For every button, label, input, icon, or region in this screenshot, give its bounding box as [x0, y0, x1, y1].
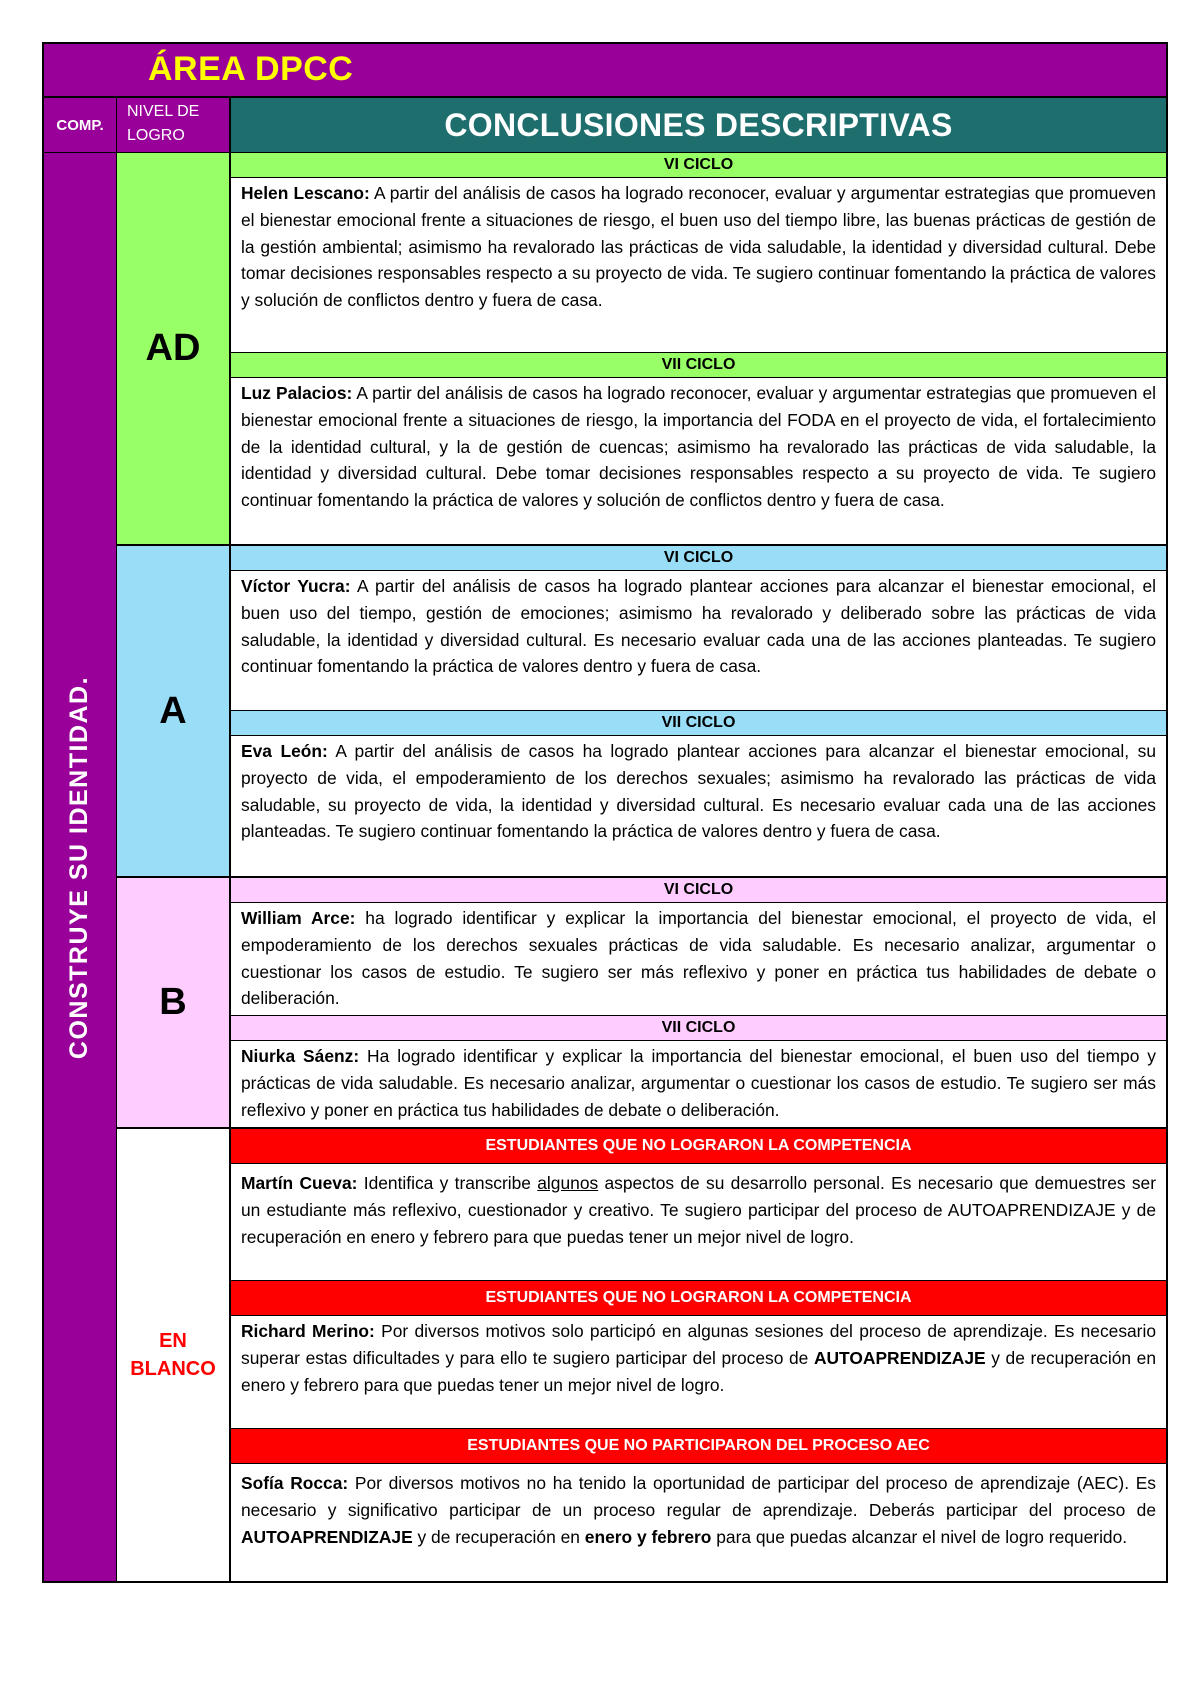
student-name: Richard Merino:	[241, 1321, 375, 1341]
student-name: Sofía Rocca:	[241, 1473, 349, 1493]
student-name: Niurka Sáenz:	[241, 1046, 360, 1066]
conclusion-text: Por diversos motivos solo participó en algunas sesiones del proceso de aprendizaje. Es necesario superar estas dificultades y para ello te sugiero participar del proceso de	[241, 1321, 1157, 1368]
comp-header: COMP.	[44, 98, 117, 152]
area-title: ÁREA DPCC	[148, 50, 354, 88]
table-body	[44, 153, 1166, 1581]
conclusion-text: A partir del análisis de casos ha logrado plantear acciones para alcanzar el bienestar emocional, el buen uso del tiempo, gestión de emociones; asimismo ha revalorado y deliberado sobre las prácticas de vida saludable, la identidad y diversidad cultural. Es necesario evaluar cada una de las acciones planteadas. Te sugiero continuar fomentando la práctica de valores dentro y fuera de casa.	[241, 576, 1157, 677]
conclusion-entry	[231, 1316, 1166, 1429]
level-a	[117, 546, 1166, 878]
conclusion-text-bold: AUTOAPRENDIZAJE	[241, 1526, 413, 1547]
section-header: ESTUDIANTES QUE NO PARTICIPARON DEL PROCESO AEC	[231, 1429, 1166, 1464]
conclusion-text: Identifica y transcribe	[357, 1173, 538, 1193]
conclusion-text: A partir del análisis de casos ha logrado plantear acciones para alcanzar el bienestar emocional, su proyecto de vida, el empoderamiento de los derechos sexuales; asimismo ha revalorado las prácticas de vida saludable, su proyecto de vida, la identidad y diversidad cultural. Es necesario evaluar cada una de las acciones planteadas. Te sugiero continuar fomentando la práctica de valores dentro y fuera de casa.	[241, 741, 1156, 842]
conclusion-text: para que puedas alcanzar el nivel de logro requerido.	[711, 1526, 1128, 1547]
competency-label: CONSTRUYE SU IDENTIDAD.	[65, 675, 94, 1059]
level-a-label: A	[117, 546, 231, 876]
cycle-header: VI CICLO	[231, 153, 1166, 178]
area-title-bar	[44, 44, 1166, 98]
conclusion-text-bold: enero y febrero	[584, 1526, 712, 1547]
conclusion-text: A partir del análisis de casos ha logrado reconocer, evaluar y argumentar estrategias que promueven el bienestar emocional frente a situaciones de riesgo, la importancia del FODA en el proyecto de vida, el fortalecimiento de la identidad cultural, y la de gestión de cuencas; asimismo ha revalorado las prácticas de vida saludable, la identidad y diversidad cultural. Debe tomar decisiones responsables respecto a su proyecto de vida. Te sugiero continuar fomentando la práctica de valores y solución de conflictos dentro y fuera de casa.	[241, 383, 1156, 511]
conclusion-entry	[231, 378, 1166, 544]
student-name: Eva León:	[241, 741, 328, 761]
conclusion-entry	[231, 571, 1166, 711]
cycle-header: VI CICLO	[231, 878, 1166, 903]
conclusion-text-underlined: algunos	[537, 1173, 599, 1193]
level-blank-label: EN BLANCO	[117, 1129, 231, 1581]
level-blank	[117, 1129, 1166, 1581]
competency-cell	[44, 153, 117, 1581]
level-a-content	[231, 546, 1166, 876]
section-header: ESTUDIANTES QUE NO LOGRARON LA COMPETENCIA	[231, 1129, 1166, 1164]
conclusion-entry	[231, 178, 1166, 353]
cycle-header: VII CICLO	[231, 1016, 1166, 1041]
conclusion-entry	[231, 903, 1166, 1016]
conclusion-text: A partir del análisis de casos ha logrado reconocer, evaluar y argumentar estrategias que promueven el bienestar emocional frente a situaciones de riesgo, el buen uso del tiempo libre, las buenas prácticas de gestión de la gestión ambiental; asimismo ha revalorado las prácticas de vida saludable, la identidad y diversidad cultural. Debe tomar decisiones responsables respecto a su proyecto de vida. Te sugiero continuar fomentando la práctica de valores y solución de conflictos dentro y fuera de casa.	[241, 183, 1156, 311]
header-row	[44, 98, 1166, 153]
level-ad-content	[231, 153, 1166, 544]
conclusion-text: y de recuperación en	[412, 1526, 585, 1547]
level-ad	[117, 153, 1166, 546]
student-name: Martín Cueva:	[241, 1173, 358, 1193]
conclusion-text: ha logrado identificar y explicar la importancia del bienestar emocional, el proyecto de vida, el empoderamiento de los derechos sexuales prácticas de vida saludable. Es necesario analizar, argumentar o cuestionar los casos de estudio. Te sugiero ser más reflexivo y poner en práctica tus habilidades de debate o deliberación.	[241, 908, 1156, 1009]
conclusion-entry	[231, 736, 1166, 876]
student-name: Helen Lescano:	[241, 183, 370, 203]
conclusiones-header: CONCLUSIONES DESCRIPTIVAS	[231, 98, 1166, 152]
conclusion-entry	[231, 1041, 1166, 1127]
nivel-header: NIVEL DE LOGRO	[117, 98, 231, 152]
level-blank-content	[231, 1129, 1166, 1581]
conclusion-text: Ha logrado identificar y explicar la importancia del bienestar emocional, el buen uso del tiempo y prácticas de vida saludable. Es necesario analizar, argumentar o cuestionar los casos de estudio. Te sugiero ser más reflexivo y poner en práctica tus habilidades de debate o deliberación.	[241, 1046, 1156, 1120]
student-name: William Arce:	[241, 908, 356, 928]
conclusions-table	[42, 42, 1168, 1583]
level-ad-label: AD	[117, 153, 231, 544]
conclusion-entry	[231, 1464, 1166, 1581]
cycle-header: VI CICLO	[231, 546, 1166, 571]
conclusion-text: aspectos de su desarrollo personal. Es necesario que demuestres ser un estudiante más reflexivo, cuestionador y creativo. Te sugiero participar del proceso de AUTOAPRENDIZAJE y de recuperación en enero y febrero para que puedas tener un mejor nivel de logro.	[241, 1173, 1156, 1247]
conclusion-text: y de recuperación en enero y febrero para que puedas tener un mejor nivel de logro.	[241, 1347, 1156, 1395]
conclusion-entry	[231, 1164, 1166, 1281]
cycle-header: VII CICLO	[231, 353, 1166, 378]
student-name: Luz Palacios:	[241, 383, 353, 403]
level-b-label: B	[117, 878, 231, 1127]
conclusion-text: Por diversos motivos no ha tenido la oportunidad de participar del proceso de aprendizaje (AEC). Es necesario y significativo participar de un proceso regular de aprendizaje. Deberás participar del proceso de	[241, 1473, 1157, 1520]
cycle-header: VII CICLO	[231, 711, 1166, 736]
conclusion-text-bold: AUTOAPRENDIZAJE	[813, 1347, 986, 1368]
level-b	[117, 878, 1166, 1129]
level-b-content	[231, 878, 1166, 1127]
levels-column	[117, 153, 1166, 1581]
student-name: Víctor Yucra:	[241, 576, 351, 596]
section-header: ESTUDIANTES QUE NO LOGRARON LA COMPETENCIA	[231, 1281, 1166, 1316]
